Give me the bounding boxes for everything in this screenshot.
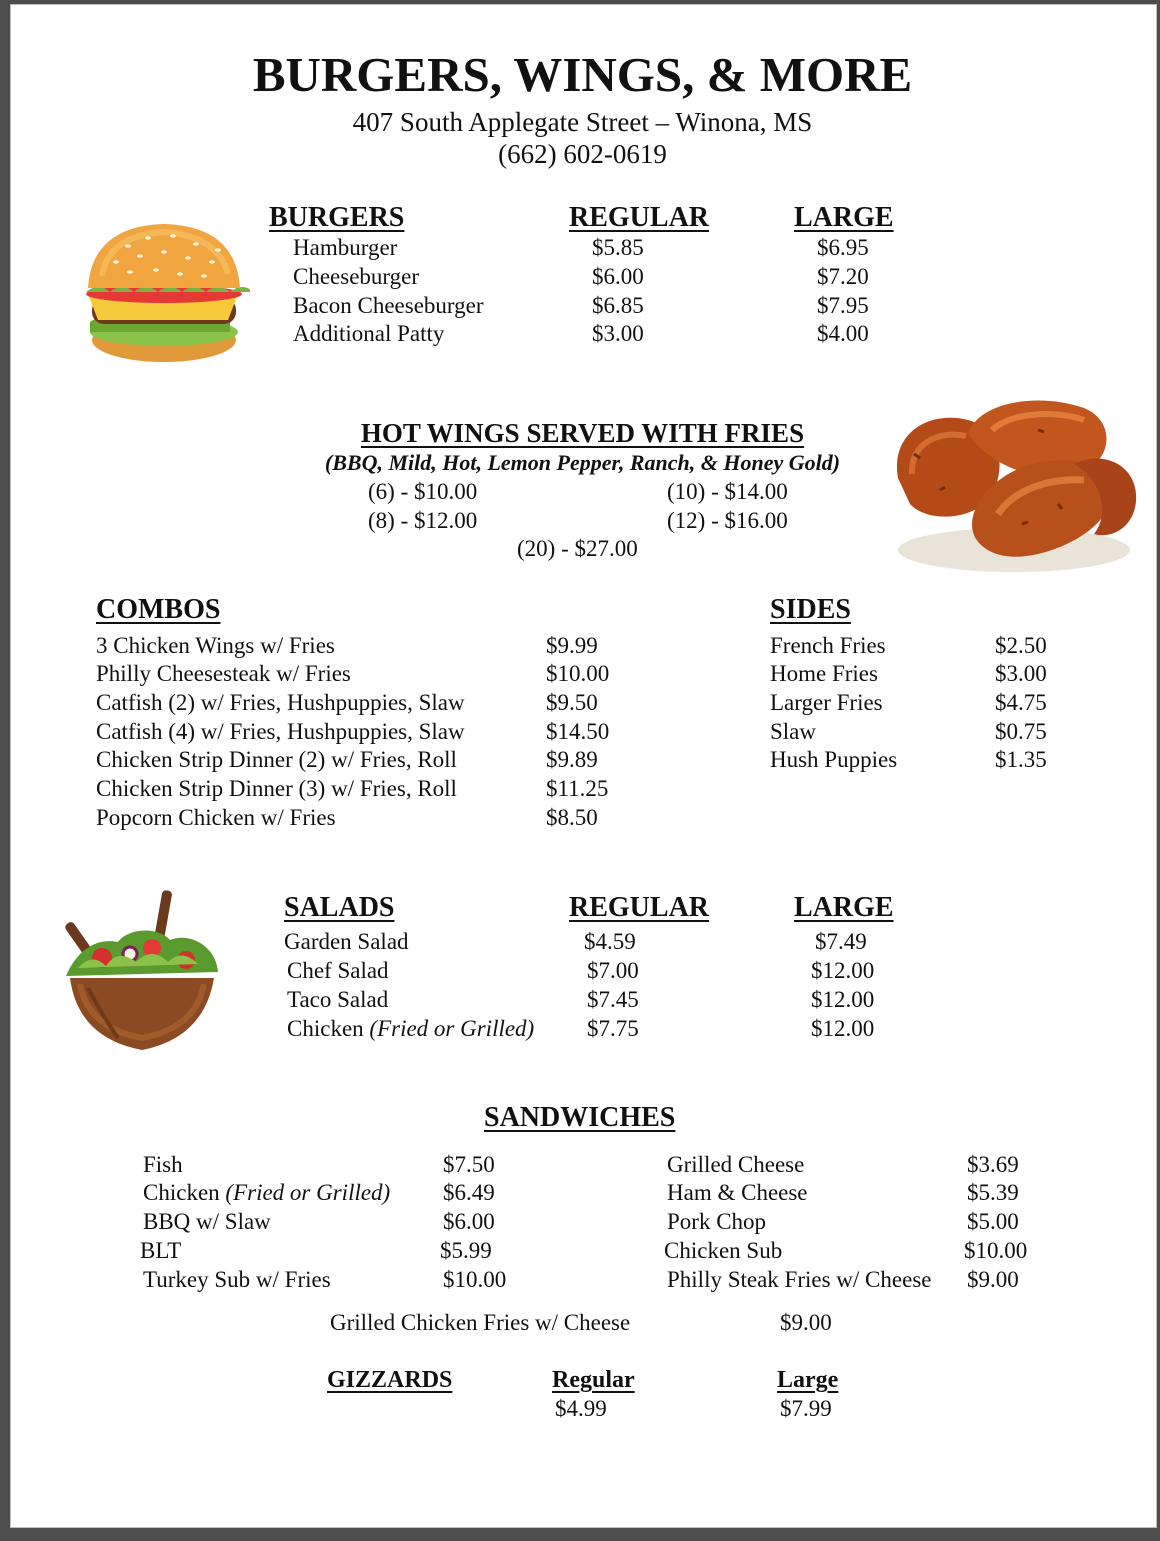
salad-name: Chef Salad xyxy=(287,958,389,983)
combo-price: $8.50 xyxy=(546,805,598,830)
grilled-chicken-fries-price: $9.00 xyxy=(780,1310,832,1335)
wings-price-8: (8) - $12.00 xyxy=(368,508,478,533)
gizzards-large-header: Large xyxy=(777,1367,839,1393)
sandwich-name: BBQ w/ Slaw xyxy=(143,1209,271,1234)
salad-name: Garden Salad xyxy=(284,929,409,954)
wings-price-10: (10) - $14.00 xyxy=(667,479,788,504)
side-item-name: Home Fries xyxy=(770,661,878,686)
sandwich-price: $5.00 xyxy=(967,1209,1019,1234)
salads-header: SALADS xyxy=(284,892,395,923)
sandwich-name: Turkey Sub w/ Fries xyxy=(143,1267,331,1292)
salads-large-header: LARGE xyxy=(794,892,894,923)
side-price: $0.75 xyxy=(995,719,1047,744)
side-price: $4.75 xyxy=(995,690,1047,715)
wings-header: HOT WINGS SERVED WITH FRIES xyxy=(360,418,805,448)
sandwich-price: $6.49 xyxy=(443,1180,495,1205)
side-item-name: French Fries xyxy=(770,633,886,658)
salad-large-price: $7.49 xyxy=(815,929,867,954)
sandwich-item-name: Chicken Sub xyxy=(664,1238,783,1263)
wings-price-20: (20) - $27.00 xyxy=(517,536,638,561)
sandwich-price: $5.99 xyxy=(440,1238,492,1263)
salad-regular-price: $7.00 xyxy=(587,958,639,983)
burger-item-name: Hamburger xyxy=(293,235,398,260)
burgers-regular-header: REGULAR xyxy=(569,202,710,233)
combo-item-name: Philly Cheesesteak w/ Fries xyxy=(96,661,351,686)
address: 407 South Applegate Street – Winona, MS xyxy=(352,107,813,137)
salad-item-name xyxy=(287,988,388,1011)
combo-price: $14.50 xyxy=(546,719,610,744)
sandwich-price: $6.00 xyxy=(443,1209,495,1234)
salad-regular-price: $4.59 xyxy=(584,929,636,954)
salad-name: Taco Salad xyxy=(287,987,389,1012)
side-price: $1.35 xyxy=(995,747,1047,772)
phone-number: (662) 602-0619 xyxy=(498,139,667,169)
burger-regular-price: $5.85 xyxy=(592,235,644,260)
combo-item-name: Popcorn Chicken w/ Fries xyxy=(96,805,336,830)
salad-regular-price: $7.45 xyxy=(587,987,639,1012)
sandwich-item-name: Philly Steak Fries w/ Cheese xyxy=(667,1267,932,1292)
side-price: $2.50 xyxy=(995,633,1047,658)
grilled-chicken-fries-name: Grilled Chicken Fries w/ Cheese xyxy=(330,1310,631,1335)
salad-large-price: $12.00 xyxy=(811,958,875,983)
combo-item-name: Catfish (4) w/ Fries, Hushpuppies, Slaw xyxy=(96,719,465,744)
menu-title: BURGERS, WINGS, & MORE xyxy=(252,47,913,102)
sandwich-item-name xyxy=(143,1268,331,1291)
sides-header: SIDES xyxy=(770,594,851,625)
sandwich-price: $5.39 xyxy=(967,1180,1019,1205)
sandwich-price: $7.50 xyxy=(443,1152,495,1177)
combo-price: $11.25 xyxy=(546,776,609,801)
sandwich-item-name xyxy=(143,1210,271,1233)
sandwich-item-name xyxy=(143,1181,390,1204)
burger-regular-price: $6.00 xyxy=(592,264,644,289)
salad-item-name xyxy=(287,1017,534,1040)
sandwich-item-name xyxy=(140,1239,181,1262)
combo-price: $10.00 xyxy=(546,661,610,686)
combo-item-name: Chicken Strip Dinner (3) w/ Fries, Roll xyxy=(96,776,457,801)
gizzards-large-price: $7.99 xyxy=(780,1396,832,1421)
sandwich-price: $9.00 xyxy=(967,1267,1019,1292)
side-item-name: Hush Puppies xyxy=(770,747,898,772)
sandwich-item-name: Ham & Cheese xyxy=(667,1180,808,1205)
sandwich-item-name: Pork Chop xyxy=(667,1209,767,1234)
side-item-name: Slaw xyxy=(770,719,816,744)
combos-header: COMBOS xyxy=(96,594,221,625)
sandwiches-header: SANDWICHES xyxy=(484,1102,676,1133)
burger-large-price: $7.95 xyxy=(817,293,869,318)
burgers-large-header: LARGE xyxy=(794,202,894,233)
burger-large-price: $4.00 xyxy=(817,321,869,346)
side-price: $3.00 xyxy=(995,661,1047,686)
combo-price: $9.99 xyxy=(546,633,598,658)
burger-large-price: $7.20 xyxy=(817,264,869,289)
salad-bowl-icon xyxy=(58,888,224,1058)
sandwich-price: $3.69 xyxy=(967,1152,1019,1177)
burger-item-name: Additional Patty xyxy=(293,321,445,346)
burger-icon xyxy=(78,222,250,364)
salad-note: (Fried or Grilled) xyxy=(369,1016,535,1041)
side-item-name: Larger Fries xyxy=(770,690,883,715)
salad-regular-price: $7.75 xyxy=(587,1016,639,1041)
burgers-header: BURGERS xyxy=(269,202,405,233)
burger-regular-price: $3.00 xyxy=(592,321,644,346)
salads-regular-header: REGULAR xyxy=(569,892,710,923)
sandwich-name: Fish xyxy=(143,1152,183,1177)
combo-price: $9.89 xyxy=(546,747,598,772)
burger-large-price: $6.95 xyxy=(817,235,869,260)
combo-item-name: Catfish (2) w/ Fries, Hushpuppies, Slaw xyxy=(96,690,465,715)
salad-large-price: $12.00 xyxy=(811,1016,875,1041)
combo-item-name: 3 Chicken Wings w/ Fries xyxy=(96,633,335,658)
salad-name: Chicken xyxy=(287,1016,370,1041)
burger-regular-price: $6.85 xyxy=(592,293,644,318)
burger-item-name: Bacon Cheeseburger xyxy=(293,293,484,318)
salad-item-name xyxy=(284,930,409,953)
sandwich-name: BLT xyxy=(140,1238,182,1263)
gizzards-header: GIZZARDS xyxy=(327,1367,453,1393)
sandwich-price: $10.00 xyxy=(443,1267,507,1292)
burger-item-name: Cheeseburger xyxy=(293,264,420,289)
wings-flavors: (BBQ, Mild, Hot, Lemon Pepper, Ranch, & Honey Gold) xyxy=(324,450,841,475)
wings-price-12: (12) - $16.00 xyxy=(667,508,788,533)
wings-price-6: (6) - $10.00 xyxy=(368,479,478,504)
sandwich-price: $10.00 xyxy=(964,1238,1028,1263)
combo-item-name: Chicken Strip Dinner (2) w/ Fries, Roll xyxy=(96,747,457,772)
gizzards-regular-header: Regular xyxy=(552,1367,635,1393)
salad-large-price: $12.00 xyxy=(811,987,875,1012)
sandwich-item-name xyxy=(143,1153,183,1176)
gizzards-regular-price: $4.99 xyxy=(555,1396,607,1421)
salad-item-name xyxy=(287,959,389,982)
combo-price: $9.50 xyxy=(546,690,598,715)
sandwich-name: Chicken xyxy=(143,1180,226,1205)
sandwich-item-name: Grilled Cheese xyxy=(667,1152,805,1177)
sandwich-note: (Fried or Grilled) xyxy=(225,1180,391,1205)
